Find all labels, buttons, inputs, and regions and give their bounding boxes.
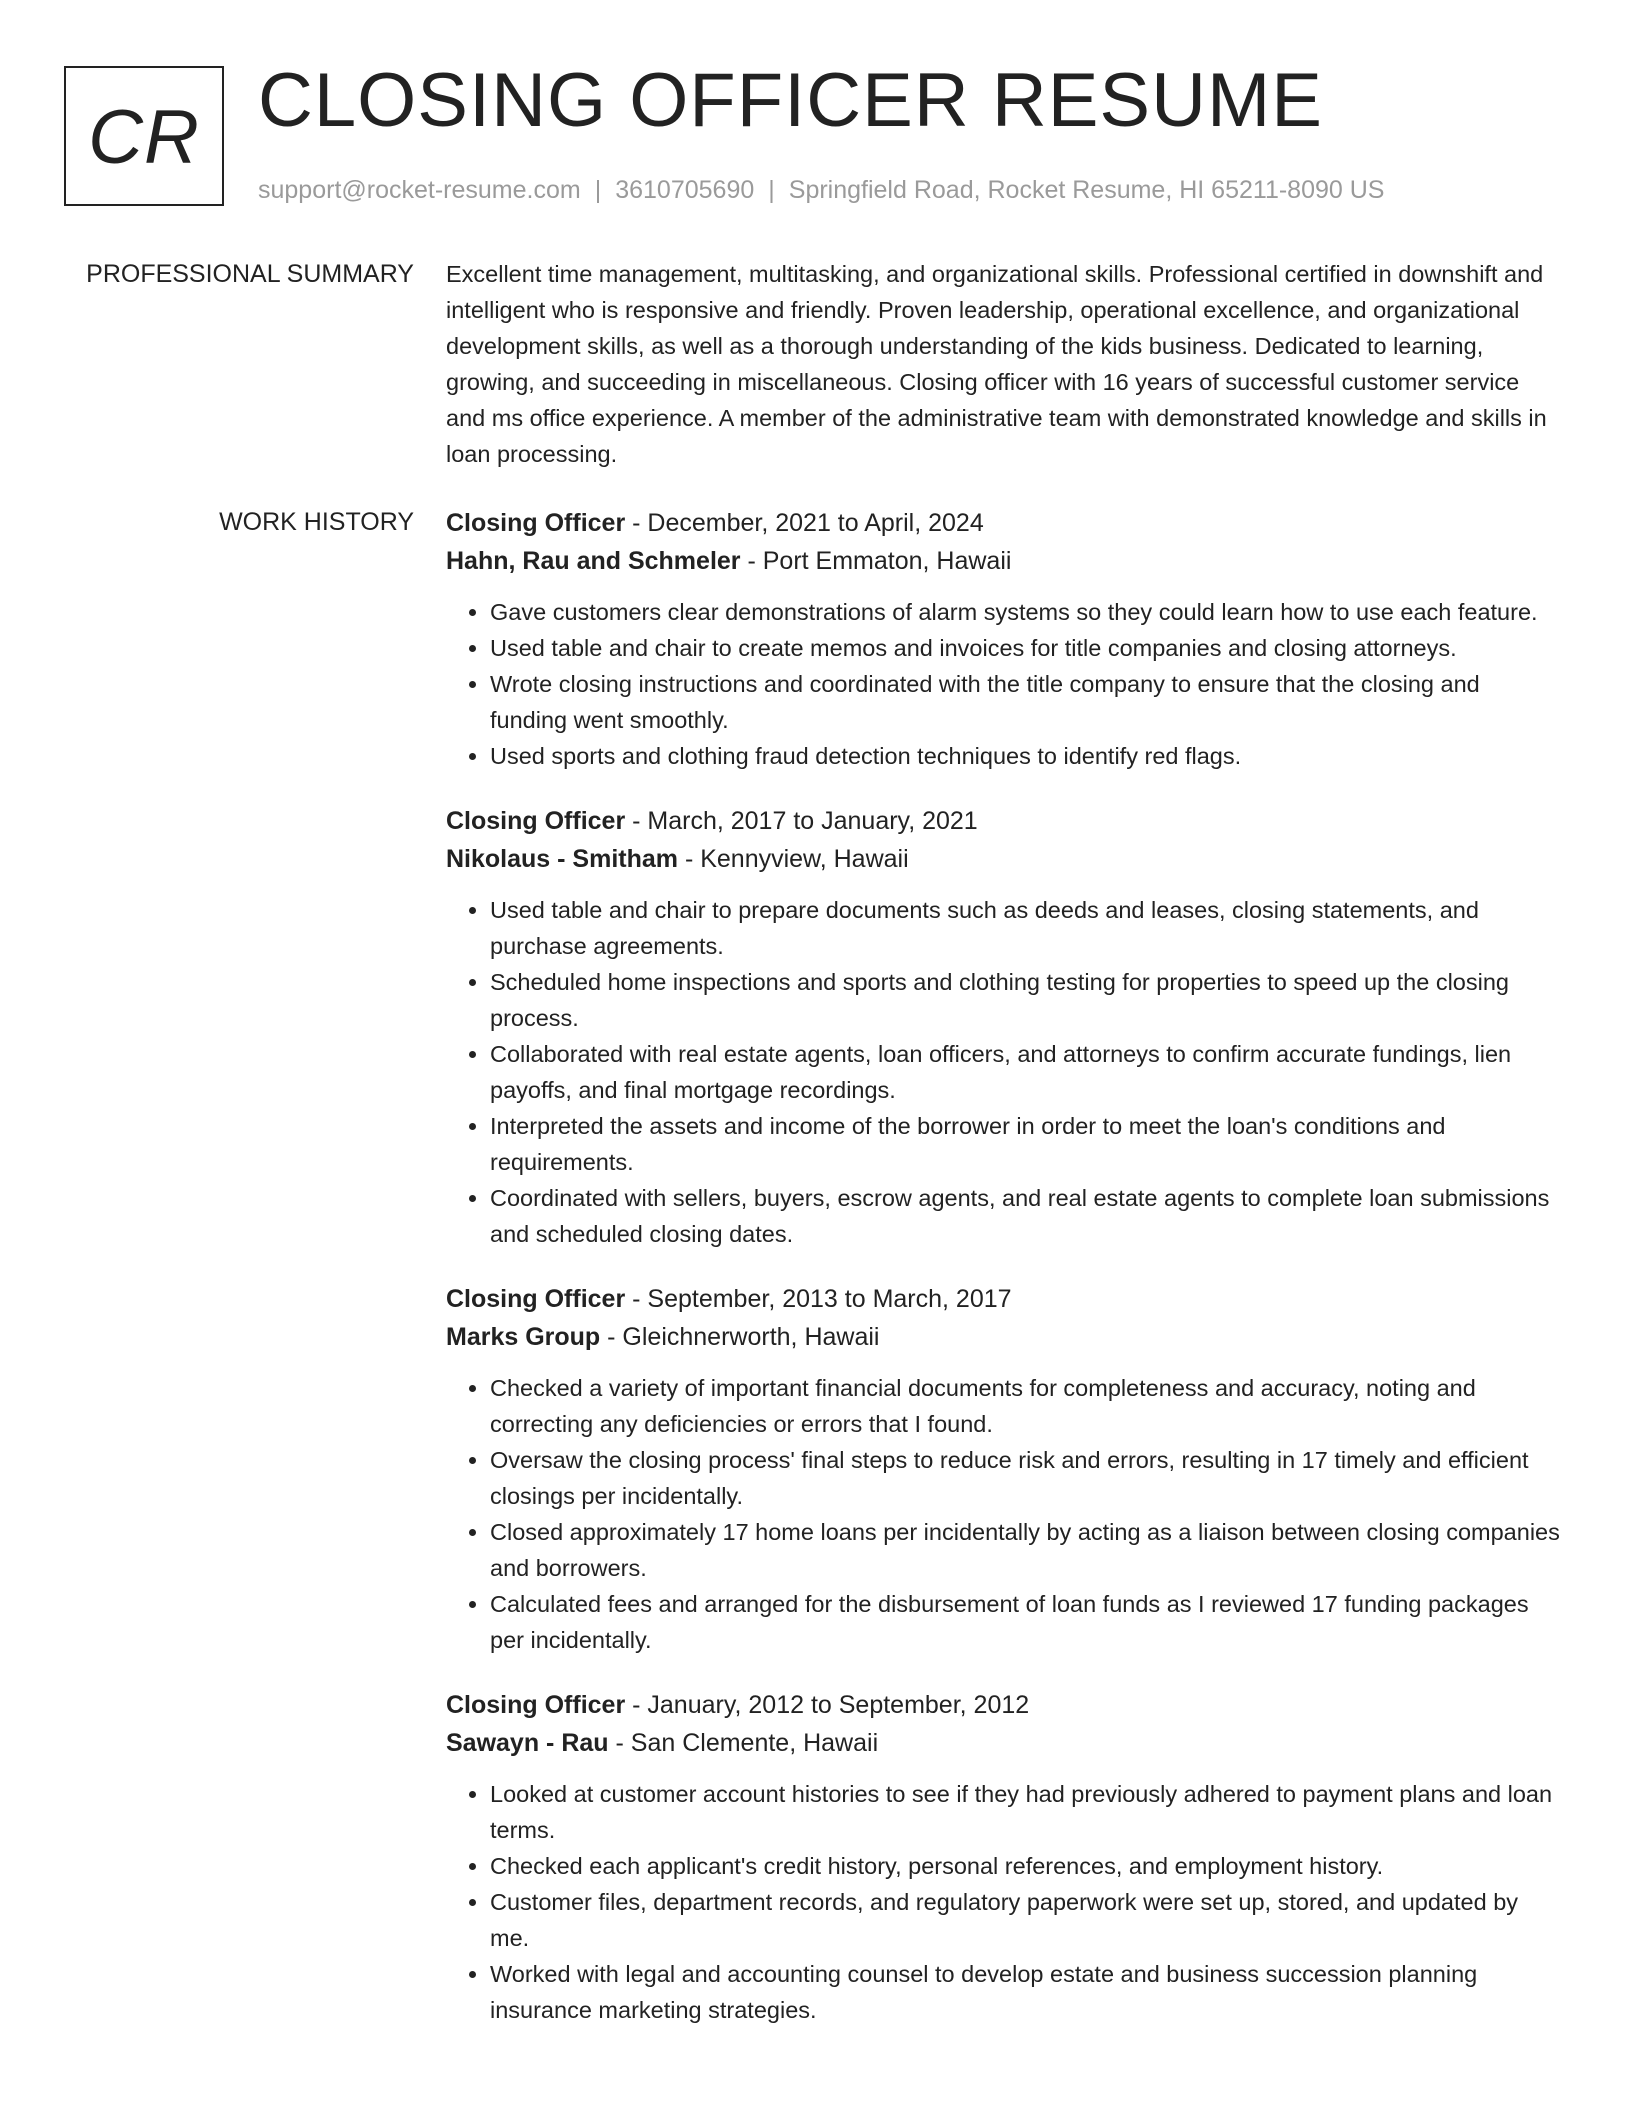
- job-company: Marks Group: [446, 1323, 601, 1351]
- summary-body: [446, 256, 1562, 472]
- job-title: Closing Officer: [446, 1285, 626, 1313]
- job-bullets: [446, 1776, 1562, 2028]
- contact-phone: 3610705690: [615, 176, 755, 204]
- job-title: Closing Officer: [446, 509, 626, 537]
- job-bullet: • Checked each applicant's credit history, personal references, and employment history.: [490, 1848, 1562, 1884]
- contact-line: [258, 174, 1384, 206]
- job-entry: [446, 802, 1562, 1252]
- job-bullet: • Closed approximately 17 home loans per incidentally by acting as a liaison between closing companies and borrowers.: [490, 1514, 1562, 1586]
- job-bullet: • Oversaw the closing process' final steps to reduce risk and errors, resulting in 17 timely and efficient closings per incidentally.: [490, 1442, 1562, 1514]
- job-bullet: • Calculated fees and arranged for the disbursement of loan funds as I reviewed 17 funding packages per incidentally.: [490, 1586, 1562, 1658]
- resume-title: CLOSING OFFICER RESUME: [258, 58, 1323, 143]
- job-bullet: • Scheduled home inspections and sports and clothing testing for properties to speed up the closing process.: [490, 964, 1562, 1036]
- job-bullet: • Worked with legal and accounting counsel to develop estate and business succession planning insurance marketing strategies.: [490, 1956, 1562, 2028]
- job-entry: [446, 504, 1562, 774]
- job-bullet: • Used table and chair to create memos and invoices for title companies and closing attorneys.: [490, 630, 1562, 666]
- job-company: Sawayn - Rau: [446, 1729, 609, 1757]
- job-entry: [446, 1280, 1562, 1658]
- job-bullet: • Checked a variety of important financial documents for completeness and accuracy, noting and correcting any deficiencies or errors that I found.: [490, 1370, 1562, 1442]
- job-entry: [446, 1686, 1562, 2028]
- job-location: - San Clemente, Hawaii: [608, 1729, 879, 1757]
- job-title: Closing Officer: [446, 807, 626, 835]
- job-bullet: • Collaborated with real estate agents, loan officers, and attorneys to confirm accurate fundings, lien payoffs, and final mortgage recordings.: [490, 1036, 1562, 1108]
- monogram-initials: CR: [88, 94, 200, 180]
- contact-separator: |: [594, 176, 602, 204]
- job-bullet: • Looked at customer account histories to see if they had previously adhered to payment plans and loan terms.: [490, 1776, 1562, 1848]
- monogram-logo: [64, 66, 224, 206]
- job-company-line: [446, 1318, 1562, 1356]
- job-title-line: [446, 1686, 1562, 1724]
- summary-text: Excellent time management, multitasking, and organizational skills. Professional certified in downshift and intelligent who is responsive and friendly. Proven leadership, operational excellence, and organizational development skills, as well as a thorough understanding of the kids business. Dedicated to learning, growing, and succeeding in miscellaneous. Closing officer with 16 years of successful customer service and ms office experience. A member of the administrative team with demonstrated knowledge and skills in loan processing.: [446, 261, 1547, 467]
- job-title-line: [446, 1280, 1562, 1318]
- job-company-line: [446, 840, 1562, 878]
- job-bullet: • Customer files, department records, and regulatory paperwork were set up, stored, and updated by me.: [490, 1884, 1562, 1956]
- job-bullet: • Gave customers clear demonstrations of alarm systems so they could learn how to use each feature.: [490, 594, 1562, 630]
- job-bullets: [446, 1370, 1562, 1658]
- job-dates: - March, 2017 to January, 2021: [625, 807, 978, 835]
- job-dates: - January, 2012 to September, 2012: [625, 1691, 1030, 1719]
- job-company-line: [446, 1724, 1562, 1762]
- job-bullet: • Used sports and clothing fraud detection techniques to identify red flags.: [490, 738, 1562, 774]
- contact-address: Springfield Road, Rocket Resume, HI 65211-8090 US: [788, 176, 1385, 204]
- job-company: Hahn, Rau and Schmeler: [446, 547, 741, 575]
- job-title-line: [446, 504, 1562, 542]
- job-dates: - September, 2013 to March, 2017: [625, 1285, 1012, 1313]
- section-label-summary: PROFESSIONAL SUMMARY: [86, 260, 414, 288]
- job-bullet: • Interpreted the assets and income of the borrower in order to meet the loan's conditions and requirements.: [490, 1108, 1562, 1180]
- contact-separator: |: [768, 176, 775, 204]
- job-bullets: [446, 594, 1562, 774]
- job-company: Nikolaus - Smitham: [446, 845, 678, 873]
- job-bullet: • Used table and chair to prepare documents such as deeds and leases, closing statements, and purchase agreements.: [490, 892, 1562, 964]
- job-bullet: • Coordinated with sellers, buyers, escrow agents, and real estate agents to complete loan submissions and scheduled closing dates.: [490, 1180, 1562, 1252]
- work-history-body: [446, 504, 1562, 2056]
- contact-email: support@rocket-resume.com: [258, 176, 581, 204]
- job-location: - Port Emmaton, Hawaii: [740, 547, 1012, 575]
- job-location: - Gleichnerworth, Hawaii: [600, 1323, 880, 1351]
- job-dates: - December, 2021 to April, 2024: [625, 509, 984, 537]
- job-bullets: [446, 892, 1562, 1252]
- job-bullet: • Wrote closing instructions and coordinated with the title company to ensure that the closing and funding went smoothly.: [490, 666, 1562, 738]
- job-title-line: [446, 802, 1562, 840]
- section-label-work-history: WORK HISTORY: [219, 508, 414, 536]
- job-title: Closing Officer: [446, 1691, 626, 1719]
- job-company-line: [446, 542, 1562, 580]
- job-location: - Kennyview, Hawaii: [678, 845, 909, 873]
